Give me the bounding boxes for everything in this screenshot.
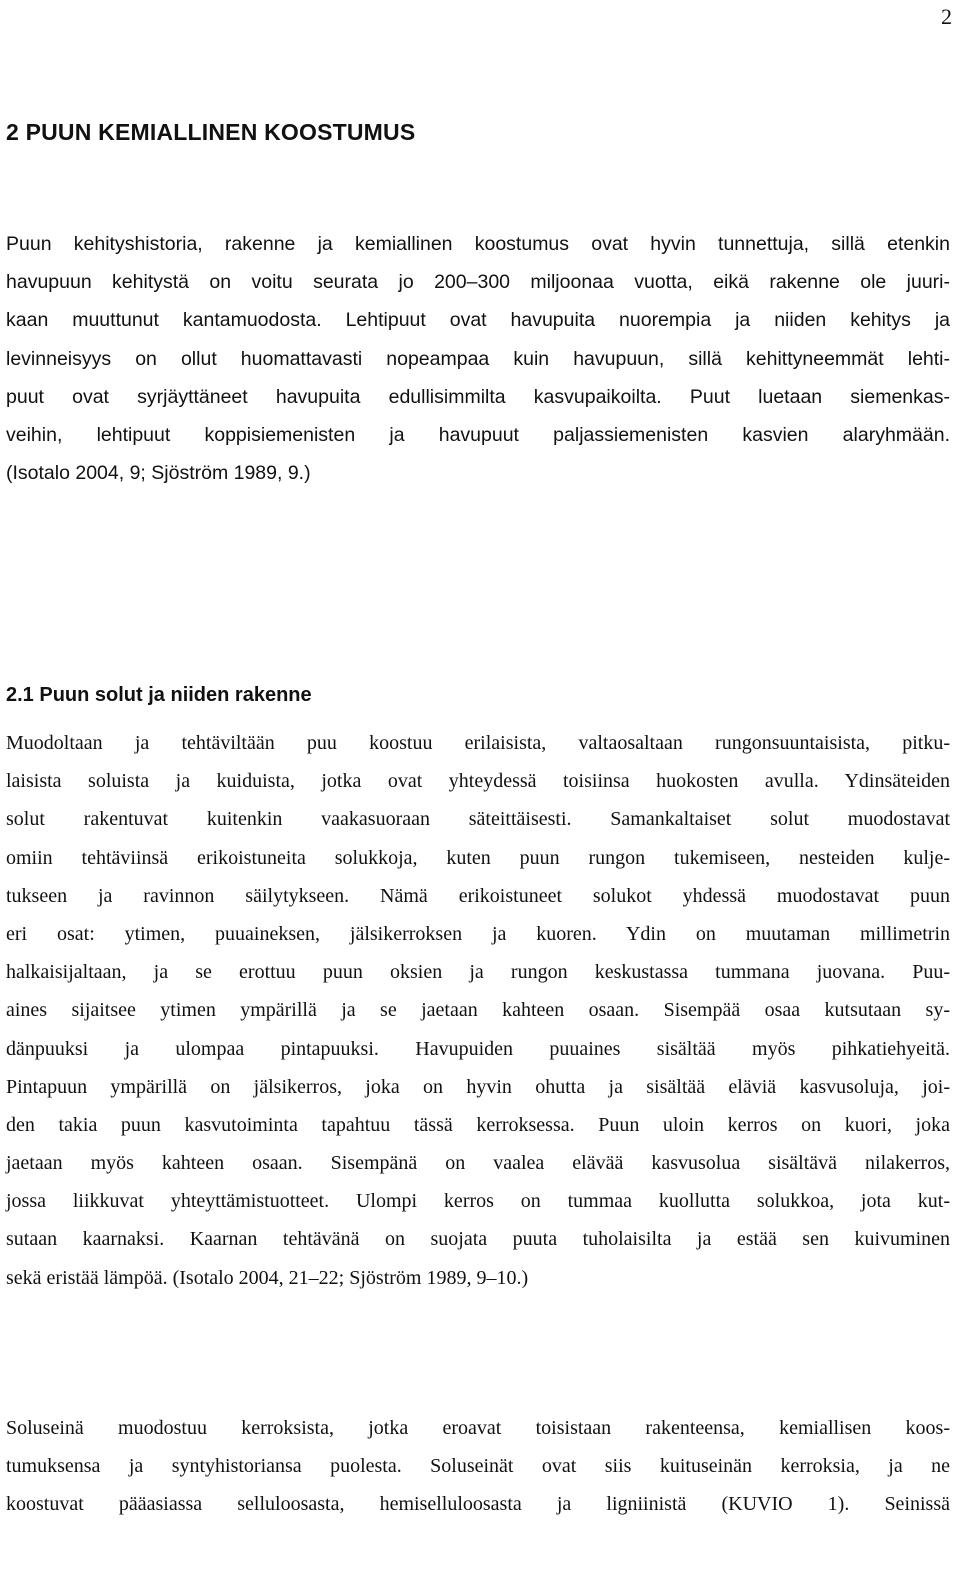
text-line: tukseen ja ravinnon säilytykseen. Nämä erikoistuneet solukot yhdessä muodostavat puun bbox=[6, 884, 950, 907]
text-line: Puun kehityshistoria, rakenne ja kemiallinen koostumus ovat hyvin tunnettuja, sillä etenkin bbox=[6, 233, 950, 255]
text-line: (Isotalo 2004, 9; Sjöström 1989, 9.) bbox=[6, 462, 311, 485]
text-line: sutaan kaarnaksi. Kaarnan tehtävänä on suojata puuta tuholaisilta ja estää sen kuivuminen bbox=[6, 1228, 950, 1251]
text-line: veihin, lehtipuut koppisiemenisten ja havupuut paljassiemenisten kasvien alaryhmään. bbox=[6, 423, 950, 446]
text-line: puut ovat syrjäyttäneet havupuita edullisimmilta kasvupaikoilta. Puut luetaan siemenkas- bbox=[6, 385, 950, 408]
text-line: aines sijaitsee ytimen ympärillä ja se jaetaan kahteen osaan. Sisempää osaa kutsutaan sy- bbox=[6, 999, 950, 1022]
text-line: Soluseinä muodostuu kerroksista, jotka eroavat toisistaan rakenteensa, kemiallisen koos- bbox=[6, 1417, 950, 1439]
text-line: Muodoltaan ja tehtäviltään puu koostuu erilaisista, valtaosaltaan rungonsuuntaisista, pitku- bbox=[6, 732, 950, 754]
text-line: sekä eristää lämpöä. (Isotalo 2004, 21–22; Sjöström 1989, 9–10.) bbox=[6, 1266, 529, 1289]
intro-paragraph bbox=[6, 225, 950, 492]
final-paragraph bbox=[6, 1409, 950, 1524]
text-line: jossa liikkuvat yhteyttämistuotteet. Ulompi kerros on tummaa kuollutta solukkoa, jota kut- bbox=[6, 1190, 950, 1213]
text-line: koostuvat pääasiassa selluloosasta, hemiselluloosasta ja ligniinistä (KUVIO 1). Seinissä bbox=[6, 1493, 950, 1516]
page-number: 2 bbox=[941, 4, 952, 29]
text-line: omiin tehtäviinsä erikoistuneita solukkoja, kuten puun rungon tukemiseen, nesteiden kulje- bbox=[6, 846, 950, 869]
text-line: solut rakentuvat kuitenkin vaakasuoraan säteittäisesti. Samankaltaiset solut muodostavat bbox=[6, 808, 950, 831]
text-line: Pintapuun ympärillä on jälsikerros, joka on hyvin ohutta ja sisältää eläviä kasvusoluja, joi- bbox=[6, 1075, 950, 1098]
text-line: eri osat: ytimen, puuaineksen, jälsikerroksen ja kuoren. Ydin on muutaman millimetrin bbox=[6, 922, 950, 945]
text-line: dänpuuksi ja ulompaa pintapuuksi. Havupuiden puuaines sisältää myös pihkatiehyeitä. bbox=[6, 1037, 950, 1060]
text-line: havupuun kehitystä on voitu seurata jo 200–300 miljoonaa vuotta, eikä rakenne ole juuri- bbox=[6, 271, 950, 294]
text-line: jaetaan myös kahteen osaan. Sisempänä on vaalea elävää kasvusolua sisältävä nilakerros, bbox=[6, 1152, 950, 1175]
text-line: halkaisijaltaan, ja se erottuu puun oksien ja rungon keskustassa tummana juovana. Puu- bbox=[6, 961, 950, 984]
text-line: tumuksensa ja syntyhistoriansa puolesta. Soluseinät ovat siis kuituseinän kerroksia, ja ne bbox=[6, 1455, 950, 1478]
text-line: levinneisyys on ollut huomattavasti nopeampaa kuin havupuun, sillä kehittyneemmät lehti- bbox=[6, 347, 950, 370]
text-line: kaan muuttunut kantamuodosta. Lehtipuut ovat havupuita nuorempia ja niiden kehitys ja bbox=[6, 309, 950, 332]
chapter-heading: 2 PUUN KEMIALLINEN KOOSTUMUS bbox=[6, 119, 416, 145]
text-line: laisista soluista ja kuiduista, jotka ovat yhteydessä toisiinsa huokosten avulla. Ydinsäteiden bbox=[6, 770, 950, 793]
text-line: den takia puun kasvutoiminta tapahtuu tässä kerroksessa. Puun uloin kerros on kuori, joka bbox=[6, 1113, 950, 1136]
section-heading: 2.1 Puun solut ja niiden rakenne bbox=[6, 684, 312, 706]
section-paragraph bbox=[6, 724, 950, 1297]
